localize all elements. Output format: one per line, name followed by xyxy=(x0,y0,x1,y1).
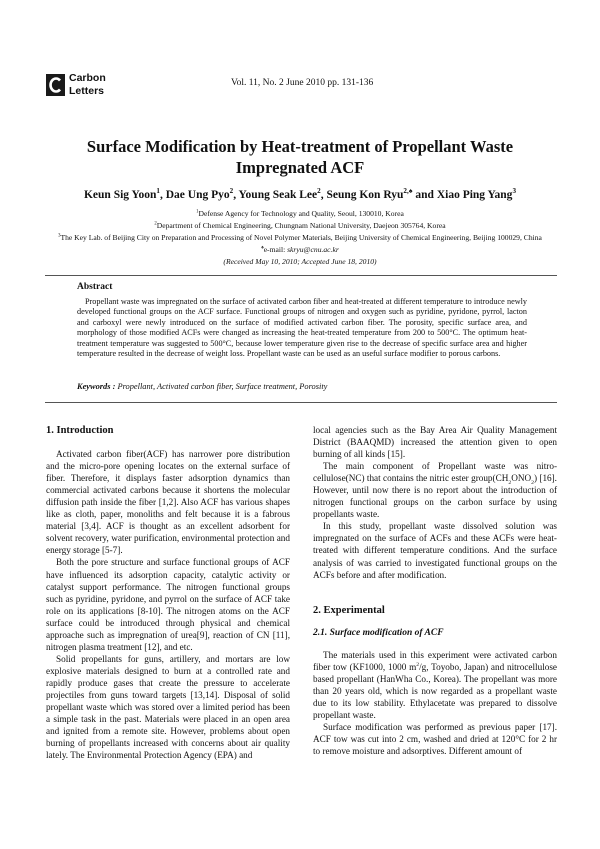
text-line: propellant was more than 20 years old, which is now xyxy=(313,673,557,696)
abstract-top-rule xyxy=(45,275,557,276)
text-line: been a simple task in the past. Materials were placed in an open xyxy=(46,702,290,725)
text-line: heat-treated with different temperature conditions. And the xyxy=(313,533,557,556)
author-affiliation-mark: 2,♠ xyxy=(403,187,413,196)
text-line: The materials used in this experiment were activated xyxy=(323,649,529,660)
text-line: because it is a fabrous material [3,4]. ACF is thought as an xyxy=(46,509,290,532)
text-line: Ethylacetate was prepared to dissolve propellant waste. xyxy=(313,697,557,720)
text-line: of nitrogen functional groups on the carbon surface by using xyxy=(313,485,557,508)
text-line: rapidly produce gases that create the pressure to accelerate xyxy=(46,677,290,688)
text-line: take role on its applications [8-10]. The nitrogen atoms on the xyxy=(46,593,290,616)
author-list xyxy=(20,189,580,201)
text-line: carbon fiber tow (KF1000, 1000 $m^2/g$, Toyobo, Japan) and xyxy=(313,649,557,672)
text-line: In this study, propellant waste dissolved solution was xyxy=(323,521,557,532)
text-line: The main component of Propellant waste was nitro- xyxy=(323,461,557,472)
received-dates: (Received May 10, 2010; Accepted June 18, 2010) xyxy=(223,257,377,266)
author-name: Xiao Ping Yang xyxy=(436,189,513,201)
author-affiliation-mark: 2 xyxy=(317,187,321,196)
email-mark: ♠ xyxy=(261,245,264,251)
affiliation-mark: 3 xyxy=(58,233,61,239)
text-line: Activated carbon fiber(ACF) has narrower pore distribution xyxy=(56,449,290,460)
journal-info: Vol. 11, No. 2 June 2010 pp. 131-136 xyxy=(231,78,374,88)
text-line: Both the pore structure and surface functional groups of ACF xyxy=(56,557,290,568)
affiliation-text: Department of Chemical Engineering, Chungnam National University, Daejeon 305764, Korea xyxy=(156,221,446,230)
logo-text-line2: Letters xyxy=(69,85,105,97)
email-address: skryu@cnu.ac.kr xyxy=(287,245,339,254)
text-line: area and ignited from a remote site. However, problems about xyxy=(46,714,291,737)
text-line: However, until now there is no report about the introduction xyxy=(313,485,546,496)
author-name: Keun Sig Yoon xyxy=(83,189,157,201)
section-heading-experimental: 2. Experimental xyxy=(313,604,385,616)
intro-paragraph-3-continued xyxy=(313,424,557,460)
text-line: CN [11], nitrogen plasma treatment [12], and etc. xyxy=(46,629,290,652)
subsection-heading: 2.1. Surface modification of ACF xyxy=(313,627,444,638)
affiliation-text: Defense Agency for Technology and Quality, Seoul, 130010, Korea xyxy=(198,209,404,218)
text-line: District (BAAQMD) increased the attention given to open xyxy=(313,437,557,448)
intro-paragraph-3 xyxy=(46,653,290,761)
journal-logo-mark xyxy=(46,74,65,96)
text-line: various shapes like as cloth, paper, monoliths and felt xyxy=(46,497,291,520)
email-label: e-mail: xyxy=(263,245,288,254)
author-name: Dae Ung Pyo xyxy=(165,189,230,201)
corresponding-email xyxy=(10,245,590,254)
text-line: chemical approache such as impregnation of urea[9], reaction of xyxy=(46,617,291,640)
author-name: Seung Kon Ryu xyxy=(326,189,404,201)
text-line: explosive materials designed to burn at a controlled rate and xyxy=(46,665,290,676)
text-line: than commercial activated carbons because it shortens the xyxy=(46,473,290,496)
text-line: Solid propellants for guns, artillery, and mortars are low xyxy=(56,653,290,664)
text-line: Surface modification was performed as previous paper [17]. xyxy=(323,721,557,732)
text-line: propellant waste which was stored over a limited period has xyxy=(46,702,270,713)
left-column xyxy=(46,425,290,761)
text-line: impregnated on the surface of ACFs and these ACFs were xyxy=(313,533,536,544)
text-line: and the micro-pore opening locates on the external surface xyxy=(46,461,278,472)
keywords-text: Propellant, Activated carbon fiber, Surface treatment, Porosity xyxy=(117,382,328,391)
intro-paragraph-4 xyxy=(313,460,557,520)
text-line: nitrocellulose based propellant (HanWha Co., Korea). The xyxy=(313,661,557,684)
text-line: open burning of propellants increased with concerns about air xyxy=(46,726,290,749)
text-line: such as pyridine, pyridone, and pyrrol on the surface of ACF xyxy=(46,593,273,604)
author-affiliation-mark: 2 xyxy=(229,187,234,196)
author-separator: , xyxy=(159,189,166,201)
affiliation-mark: 2 xyxy=(154,221,157,227)
carbon-logo-icon xyxy=(49,77,62,93)
author-name: Young Seak Lee xyxy=(238,189,318,201)
intro-paragraph-1 xyxy=(46,448,290,556)
intro-paragraph-2 xyxy=(46,556,290,652)
paper-title-line1: Surface Modification by Heat-treatment of Propellant Waste xyxy=(86,137,514,156)
author-affiliation-mark: 1 xyxy=(156,187,160,196)
author-separator: , xyxy=(320,189,327,201)
text-line: hr to remove moisture and adsorptives. Different amount of xyxy=(313,734,557,757)
text-line: have influenced its adsorption capacity, catalytic activity or xyxy=(46,569,290,580)
text-line: surface analysis of was carried to investigated functional xyxy=(313,545,557,568)
affiliation-text: The Key Lab. of Beijing City on Preparation and Processing of Novel Polymer Materials, Beijing University of Chemical Engineering, Beijing 100029, China xyxy=(60,233,542,242)
experimental-paragraph-2 xyxy=(313,721,557,757)
author-affiliation-mark: 3 xyxy=(512,187,516,196)
author-separator: , xyxy=(233,189,239,201)
text-line: environmental protection and energy storage [5-7]. xyxy=(46,533,290,556)
text-line: molecular diffusion path inside the fiber [1,2]. Also ACF has xyxy=(46,485,290,508)
abstract-bottom-rule xyxy=(45,402,557,403)
text-line: excellent adsorbent for solvent recovery, water purification, xyxy=(46,521,291,544)
text-line: ACF tow was cut into 2 cm, washed and dried at 120°C for 2 xyxy=(313,734,547,745)
abstract-heading: Abstract xyxy=(77,282,113,292)
text-line: of fiber. Therefore, it displays faster adsorption dynamics xyxy=(46,461,291,484)
paper-title-line2: Impregnated ACF xyxy=(235,158,365,177)
affiliation-3 xyxy=(10,233,590,242)
keywords-label: Keywords : xyxy=(77,382,118,391)
intro-paragraph-5 xyxy=(313,520,557,580)
text-line: ACF surface could be introduced through physical and xyxy=(46,605,290,628)
text-line: propellants waste. xyxy=(313,509,380,520)
text-line: projectiles from guns toward targets [13,14]. Disposal of solid xyxy=(46,689,290,700)
author-separator: and xyxy=(412,189,437,201)
text-line: local agencies such as the Bay Area Air Quality Management xyxy=(313,425,557,435)
affiliation-2 xyxy=(10,221,590,230)
text-line: burning of all kinds [15]. xyxy=(313,449,406,460)
text-line: quality lately. The Environmental Protection Agency (EPA) and xyxy=(46,738,290,761)
logo-text-line1: Carbon xyxy=(69,72,106,84)
text-line: catalyst support performance. The nitrogen functional groups xyxy=(46,581,290,592)
abstract-text: Propellant waste was impregnated on the surface of activated carbon fiber and heat-treated at different temperature to introduce newly developed functional groups on the ACF surface. Functional groups of nitrogen and oxygen such as pyridine, pyridone, pyrrol, lacton and carboxyl were newly introduced on the surface of modified activated carbon fiber. The porosity, specific surface area, and morphology of those modified ACFs were changed as increasing the heat-treated temperature from 200 to 500°C. The optimum heat-treatment temperature was suggested to 500°C, because lower temperature given rise to the decrease of specific surface area and higher temperature resulted in the decrease of weight loss. Propellant waste can be used as an useful surface modifier to porous carbons. xyxy=(77,297,527,359)
affiliation-mark: 1 xyxy=(196,209,199,215)
keywords xyxy=(77,382,327,391)
affiliation-1 xyxy=(10,209,590,218)
text-line: cellulose(NC) that contains the nitric ester $group(CH_2ONO_2)$ [16]. xyxy=(313,473,557,487)
experimental-paragraph-1 xyxy=(313,649,557,721)
text-line: groups on the ACFs before and after modification. xyxy=(313,557,558,580)
right-column xyxy=(313,424,557,757)
text-line: regarded as a propellant waste due to its low stability. xyxy=(313,685,557,708)
section-heading-introduction: 1. Introduction xyxy=(46,425,114,436)
